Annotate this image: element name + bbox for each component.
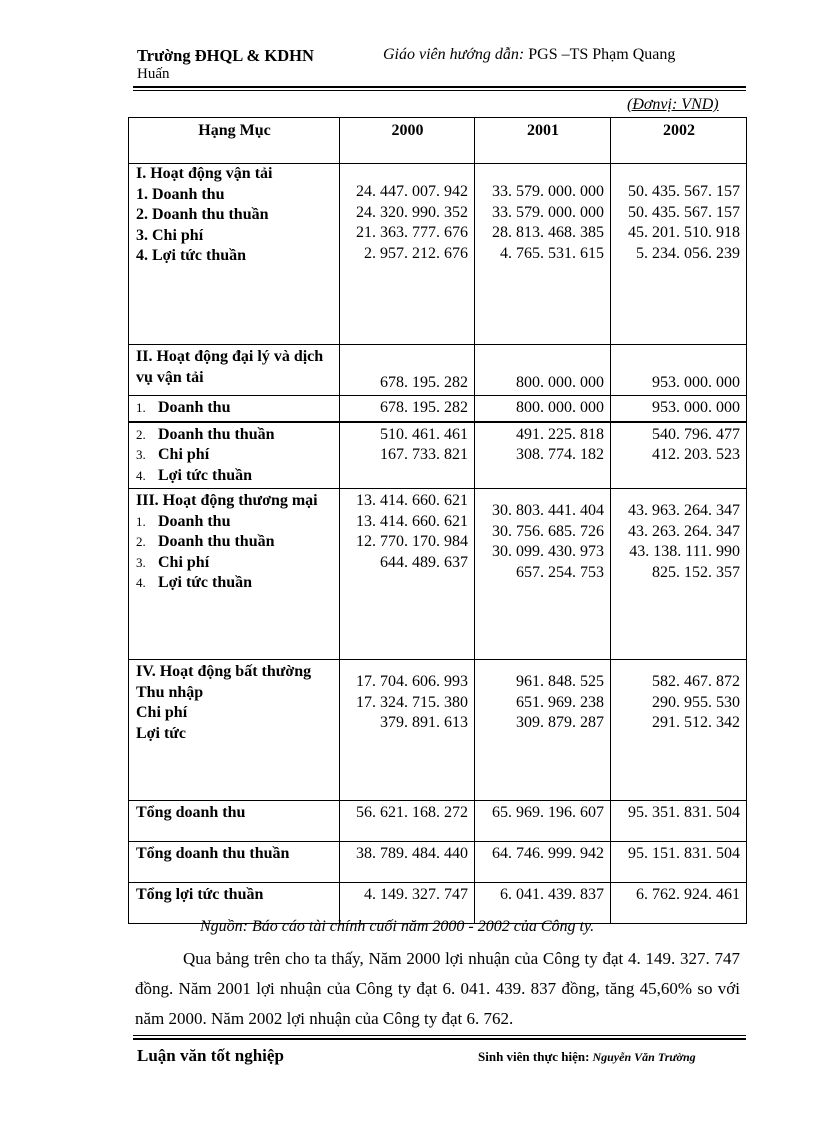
cell-value: 412. 203. 523 bbox=[652, 446, 740, 463]
body-paragraph bbox=[135, 944, 740, 1034]
section-2-2000 bbox=[340, 422, 475, 489]
cell-value: 12. 770. 170. 984 bbox=[356, 533, 468, 550]
table-row bbox=[129, 489, 747, 660]
section-4-labels bbox=[129, 660, 340, 801]
section-3-2002 bbox=[611, 489, 747, 660]
cell-value: 30. 099. 430. 973 bbox=[492, 543, 604, 560]
cell-value: 50. 435. 567. 157 bbox=[628, 183, 740, 200]
cell-value: 43. 138. 111. 990 bbox=[629, 543, 740, 560]
row-label-text: Lợi tức thuần bbox=[158, 466, 253, 484]
cell-value: 43. 963. 264. 347 bbox=[628, 502, 740, 519]
section-title: III. Hoạt động thương mại bbox=[136, 492, 318, 509]
row-label-text: Doanh thu thuần bbox=[158, 533, 275, 550]
student-name: Nguyễn Văn Trường bbox=[589, 1050, 696, 1064]
section-2-row-1 bbox=[129, 396, 340, 422]
cell-value: 308. 774. 182 bbox=[516, 446, 604, 463]
student-label: Sinh viên thực hiện: bbox=[478, 1049, 590, 1064]
section-title: IV. Hoạt động bất thường bbox=[136, 663, 312, 680]
row-label bbox=[136, 553, 333, 574]
cell-value: 5. 234. 056. 239 bbox=[636, 244, 740, 262]
col-header-2000: 2000 bbox=[340, 118, 475, 164]
row-label bbox=[136, 425, 333, 446]
section-3-2000 bbox=[340, 489, 475, 660]
row-label: Chi phí bbox=[136, 704, 188, 721]
table-row bbox=[129, 660, 747, 801]
cell-value: 540. 796. 477 bbox=[652, 425, 740, 443]
table-row bbox=[129, 422, 747, 489]
cell-value: 17. 704. 606. 993 bbox=[356, 673, 468, 690]
cell-value: 30. 803. 441. 404 bbox=[492, 502, 604, 519]
row-label: Lợi tức bbox=[136, 724, 187, 742]
table-row bbox=[129, 164, 747, 345]
total-label: Tổng doanh thu thuần bbox=[129, 842, 340, 883]
row-number: 2. bbox=[136, 534, 146, 549]
header-advisor bbox=[383, 46, 675, 64]
cell-value: 24. 320. 990. 352 bbox=[356, 203, 468, 221]
cell-value: 678. 195. 282 bbox=[340, 345, 475, 396]
cell-value: 33. 579. 000. 000 bbox=[492, 203, 604, 221]
cell-value: 961. 848. 525 bbox=[516, 673, 604, 690]
cell-value: 651. 969. 238 bbox=[516, 693, 604, 711]
section-2-title: II. Hoạt động đại lý và dịch vụ vận tải bbox=[129, 345, 340, 396]
cell-value: 4. 149. 327. 747 bbox=[340, 883, 475, 924]
row-label bbox=[136, 512, 333, 533]
total-label: Tổng lợi tức thuần bbox=[129, 883, 340, 924]
row-label-text: Lợi tức thuần bbox=[158, 574, 253, 591]
cell-value: 291. 512. 342 bbox=[652, 714, 740, 731]
cell-value: 65. 969. 196. 607 bbox=[475, 801, 611, 842]
advisor-label: Giáo viên hướng dẫn: bbox=[383, 46, 525, 63]
source-note: Nguồn: Báo cáo tài chính cuối năm 2000 - 2002 của Công ty. bbox=[200, 918, 595, 935]
row-label bbox=[136, 466, 333, 487]
cell-value: 56. 621. 168. 272 bbox=[340, 801, 475, 842]
cell-value: 28. 813. 468. 385 bbox=[492, 224, 604, 241]
cell-value: 95. 151. 831. 504 bbox=[611, 842, 747, 883]
cell-value: 45. 201. 510. 918 bbox=[628, 224, 740, 241]
cell-value: 17. 324. 715. 380 bbox=[356, 693, 468, 711]
cell-value: 2. 957. 212. 676 bbox=[364, 244, 468, 262]
cell-value: 13. 414. 660. 621 bbox=[356, 512, 468, 530]
section-1-2002 bbox=[611, 164, 747, 345]
row-number: 4. bbox=[136, 575, 146, 590]
row-number: 3. bbox=[136, 554, 146, 570]
footer-rule-top bbox=[133, 1035, 746, 1036]
row-label: Thu nhập bbox=[136, 683, 204, 701]
section-2-rows bbox=[129, 422, 340, 489]
footer-thesis: Luận văn tốt nghiệp bbox=[137, 1046, 284, 1065]
cell-value: 24. 447. 007. 942 bbox=[356, 183, 468, 200]
total-label: Tổng doanh thu bbox=[129, 801, 340, 842]
cell-value: 379. 891. 613 bbox=[380, 714, 468, 731]
row-number: 3. bbox=[136, 447, 146, 462]
row-label: 1. Doanh thu bbox=[136, 185, 225, 203]
header-rule-top bbox=[133, 86, 746, 88]
section-2-2002 bbox=[611, 422, 747, 489]
row-label: 4. Lợi tức thuần bbox=[136, 247, 247, 264]
cell-value: 953. 000. 000 bbox=[611, 396, 747, 422]
section-1-2001 bbox=[475, 164, 611, 345]
cell-value: 13. 414. 660. 621 bbox=[356, 492, 468, 509]
cell-value: 95. 351. 831. 504 bbox=[611, 801, 747, 842]
cell-value: 6. 041. 439. 837 bbox=[475, 883, 611, 924]
cell-value: 800. 000. 000 bbox=[475, 345, 611, 396]
cell-value: 825. 152. 357 bbox=[652, 563, 740, 581]
row-label: 3. Chi phí bbox=[136, 226, 204, 244]
cell-value: 167. 733. 821 bbox=[380, 446, 468, 463]
section-2-2001 bbox=[475, 422, 611, 489]
section-4-2002 bbox=[611, 660, 747, 801]
row-label: Doanh thu bbox=[158, 399, 231, 416]
paragraph-text: Qua bảng trên cho ta thấy, Năm 2000 lợi nhuận của Công ty đạt 4. 149. 327. 747 đồng. Năm 2001 lợi nhuận của Công ty đạt 6. 041. 439. 837 đồng, tăng 45,60% so với năm 2000. Năm 2002 lợi nhuận của Công ty đạt 6. 762. bbox=[135, 949, 740, 1028]
row-label bbox=[136, 532, 333, 553]
row-number: 1. bbox=[136, 400, 146, 415]
cell-value: 38. 789. 484. 440 bbox=[340, 842, 475, 883]
row-number: 1. bbox=[136, 513, 146, 529]
row-label-text: Doanh thu thuần bbox=[158, 425, 275, 443]
section-3-labels bbox=[129, 489, 340, 660]
cell-value: 657. 254. 753 bbox=[516, 563, 604, 581]
section-3-2001 bbox=[475, 489, 611, 660]
cell-value: 510. 461. 461 bbox=[380, 425, 468, 443]
advisor-name: PGS –TS Phạm Quang bbox=[524, 46, 676, 63]
table-row bbox=[129, 842, 747, 883]
cell-value: 309. 879. 287 bbox=[516, 714, 604, 731]
financial-table bbox=[128, 117, 747, 924]
cell-value: 800. 000. 000 bbox=[475, 396, 611, 422]
cell-value: 290. 955. 530 bbox=[652, 693, 740, 711]
footer-student bbox=[478, 1049, 696, 1065]
cell-value: 4. 765. 531. 615 bbox=[500, 244, 604, 262]
header-school: Trường ĐHQL & KDHN bbox=[137, 46, 314, 65]
section-4-2000 bbox=[340, 660, 475, 801]
row-label-text: Chi phí bbox=[158, 446, 210, 463]
row-label: 2. Doanh thu thuần bbox=[136, 206, 269, 223]
col-header-2001: 2001 bbox=[475, 118, 611, 164]
section-4-2001 bbox=[475, 660, 611, 801]
col-header-2002: 2002 bbox=[611, 118, 747, 164]
cell-value: 21. 363. 777. 676 bbox=[356, 224, 468, 241]
cell-value: 678. 195. 282 bbox=[340, 396, 475, 422]
cell-value: 30. 756. 685. 726 bbox=[492, 522, 604, 540]
section-1-2000 bbox=[340, 164, 475, 345]
row-label-text: Doanh thu bbox=[158, 512, 231, 530]
cell-value: 582. 467. 872 bbox=[652, 673, 740, 690]
unit-label: (Đơnvị: VND) bbox=[627, 96, 719, 113]
row-label bbox=[136, 573, 333, 594]
section-title: I. Hoạt động vận tải bbox=[136, 165, 273, 182]
section-1-labels bbox=[129, 164, 340, 345]
col-header-category: Hạng Mục bbox=[129, 118, 340, 164]
header-advisor-continued: Huấn bbox=[137, 66, 170, 82]
table-row bbox=[129, 801, 747, 842]
table-row bbox=[129, 345, 747, 396]
table-row bbox=[129, 396, 747, 422]
cell-value: 43. 263. 264. 347 bbox=[628, 522, 740, 540]
cell-value: 953. 000. 000 bbox=[611, 345, 747, 396]
cell-value: 50. 435. 567. 157 bbox=[628, 203, 740, 221]
table-header-row bbox=[129, 118, 747, 164]
footer-rule-bottom bbox=[133, 1038, 746, 1040]
cell-value: 491. 225. 818 bbox=[516, 425, 604, 443]
row-label bbox=[136, 445, 333, 466]
cell-value: 6. 762. 924. 461 bbox=[611, 883, 747, 924]
row-number: 4. bbox=[136, 467, 146, 483]
header-rule-bottom bbox=[133, 90, 746, 91]
cell-value: 644. 489. 637 bbox=[380, 553, 468, 571]
cell-value: 33. 579. 000. 000 bbox=[492, 183, 604, 200]
row-number: 2. bbox=[136, 426, 146, 442]
cell-value: 64. 746. 999. 942 bbox=[475, 842, 611, 883]
row-label-text: Chi phí bbox=[158, 553, 210, 571]
